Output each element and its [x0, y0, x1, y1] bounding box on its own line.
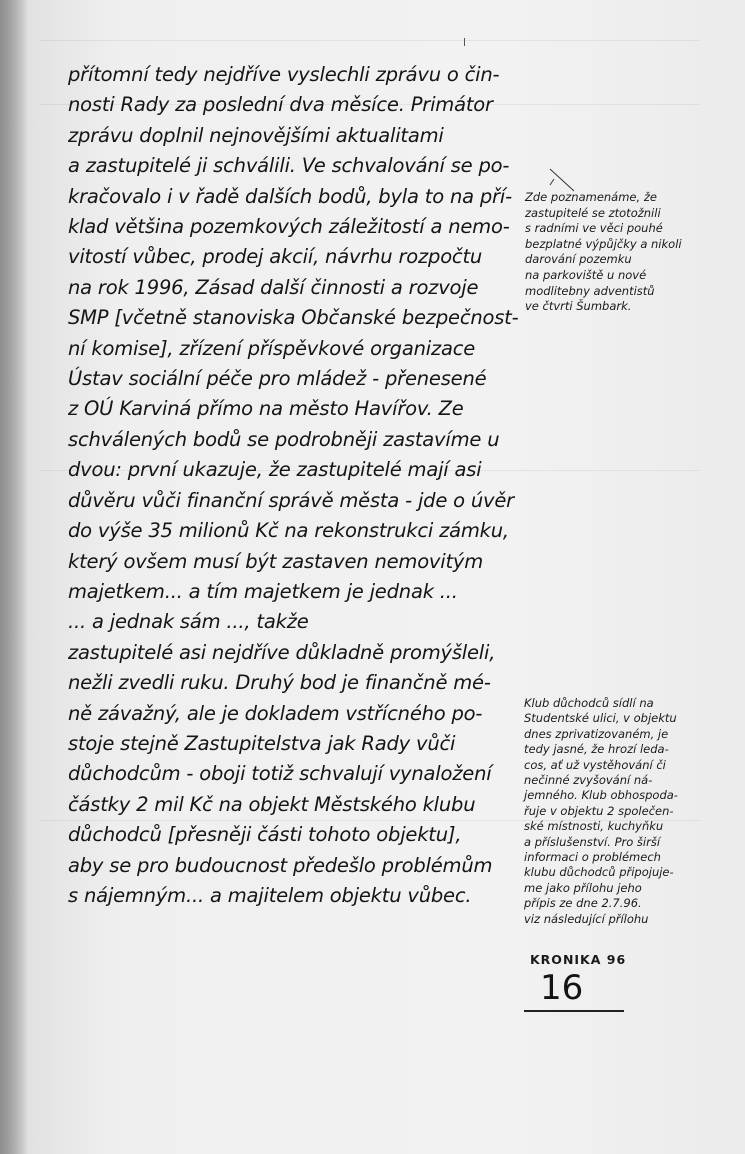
bleed-through-line [40, 40, 700, 41]
page-number-underline [524, 1010, 624, 1012]
binding-shadow [0, 0, 28, 1154]
text-line: z OÚ Karviná přímo na město Havířov. Ze [68, 397, 464, 421]
text-line: přítomní tedy nejdříve vyslechli zprávu o čin- [68, 63, 500, 86]
note-line: darování pozemku [525, 252, 632, 267]
text-line: zastupitelé asi nejdříve důkladně promýšleli, [68, 640, 496, 664]
text-line: nosti Rady za poslední dva měsíce. Primátor [68, 93, 493, 117]
note-line: jemného. Klub obhospoda- [524, 788, 678, 803]
text-line: kračovalo i v řadě dalších bodů, byla to na pří- [68, 184, 512, 208]
page-number: 16 [540, 968, 584, 1008]
text-line: vitostí vůbec, prodej akcií, návrhu rozpočtu [68, 245, 483, 269]
text-line: zprávu doplnil nejnovějšími aktualitami [68, 123, 444, 147]
text-line: ... a jednak sám ..., takže [68, 610, 309, 634]
note-line: bezplatné výpůjčky a nikoli [525, 236, 682, 251]
note-line: ve čtvrti Šumbark. [525, 299, 632, 314]
note-line: Klub důchodců sídlí na [524, 696, 654, 710]
note-line: nečinné zvyšování ná- [524, 773, 653, 788]
note-line: cos, ať už vystěhování či [524, 757, 666, 772]
margin-note-pensioners-club [524, 696, 734, 927]
note-line: modlitebny adventistů [525, 283, 655, 298]
text-line: a zastupitelé ji schválili. Ve schvalování se po- [68, 154, 510, 178]
note-line: zastupitelé se ztotožnili [525, 205, 661, 220]
note-line: Zde poznamenáme, že [525, 190, 657, 204]
note-line: ské místnosti, kuchyňku [524, 819, 664, 834]
main-handwritten-text [68, 60, 518, 911]
note-line: řuje v objektu 2 společen- [524, 803, 674, 818]
text-line: Ústav sociální péče pro mládež - přenesené [68, 367, 487, 391]
text-line: klad většina pozemkových záležitostí a nemo- [68, 215, 510, 239]
margin-note-parking [525, 190, 730, 315]
text-line: s nájemným... a majitelem objektu vůbec. [68, 883, 472, 907]
note-line: viz následující přílohu [524, 911, 649, 926]
text-line: důchodcům - oboji totiž schvalují vynaložení [68, 762, 492, 786]
note-line: a příslušenství. Pro širší [524, 834, 661, 849]
note-line: informaci o problémech [524, 850, 661, 865]
note-line: přípis ze dne 2.7.96. [524, 896, 642, 911]
text-line: aby se pro budoucnost předešlo problémům [68, 853, 493, 877]
note-line: na parkoviště u nové [525, 267, 647, 282]
text-line: důchodců [přesněji části tohoto objektu], [68, 823, 462, 847]
note-line: Studentské ulici, v objektu [524, 711, 677, 726]
note-line: me jako přílohu jeho [524, 880, 642, 895]
text-line: na rok 1996, Zásad další činnosti a rozvoje [68, 275, 479, 299]
text-line: do výše 35 milionů Kč na rekonstrukci zámku, [68, 519, 509, 543]
text-line: ně závažný, ale je dokladem vstřícného po- [68, 701, 483, 725]
text-line: ní komise], zřízení příspěvkové organizace [68, 336, 476, 360]
text-line: který ovšem musí být zastaven nemovitým [68, 549, 484, 573]
note-line: dnes zprivatizovaném, je [524, 726, 669, 741]
text-line: schválených bodů se podrobněji zastavíme u [68, 427, 500, 451]
note-line: tedy jasné, že hrozí leda- [524, 742, 669, 757]
chronicle-label: KRONIKA 96 [530, 952, 627, 967]
top-mark [464, 38, 469, 46]
text-line: SMP [včetně stanoviska Občanské bezpečnost- [68, 306, 519, 330]
note-line: klubu důchodců připojuje- [524, 865, 674, 880]
text-line: dvou: první ukazuje, že zastupitelé mají asi [68, 458, 482, 482]
text-line: majetkem... a tím majetkem je jednak ... [68, 579, 458, 603]
text-line: částky 2 mil Kč na objekt Městského klubu [68, 792, 476, 816]
text-line: nežli zvedli ruku. Druhý bod je finančně mé- [68, 671, 491, 695]
text-line: stoje stejně Zastupitelstva jak Rady vůči [68, 731, 456, 755]
note-line: s radními ve věci pouhé [525, 221, 663, 236]
text-line: důvěru vůči finanční správě města - jde o úvěr [68, 488, 514, 512]
